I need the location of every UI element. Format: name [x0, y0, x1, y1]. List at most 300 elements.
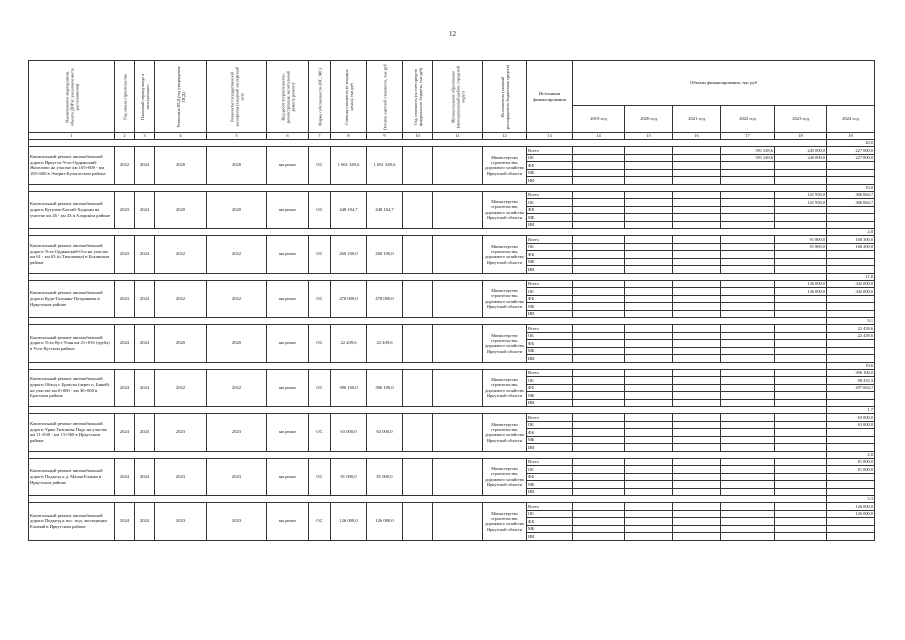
value-2024: [827, 392, 875, 400]
value-2021: [673, 258, 721, 266]
start-year: 2024: [115, 414, 135, 452]
source-label: МБ: [527, 214, 573, 222]
value-2021: [673, 221, 721, 229]
source-label: ОБ: [527, 510, 573, 518]
value-2021: [673, 147, 721, 155]
value-2023: [775, 177, 827, 185]
value-2022: [721, 303, 775, 311]
start-year: 2023: [115, 191, 135, 229]
value-2019: [573, 481, 625, 489]
source-label: ИИ: [527, 221, 573, 229]
value-2020: [625, 525, 673, 533]
expertise-year: 2020: [207, 325, 267, 363]
column-number: 17: [721, 133, 775, 140]
value-2023: 136 000,0: [775, 280, 827, 288]
column-number: 15: [625, 133, 673, 140]
value-2019: [573, 518, 625, 526]
psd-year: 2023: [155, 458, 207, 496]
value-2019: [573, 414, 625, 422]
value-2019: [573, 488, 625, 496]
municipal: [433, 503, 483, 541]
value-2024: [827, 169, 875, 177]
end-year: 2024: [135, 191, 155, 229]
executor: Министерство строительства, дорожного хозяйства Иркутской области: [483, 191, 527, 229]
value-2019: [573, 310, 625, 318]
value-2024: [827, 481, 875, 489]
value-2019: [573, 355, 625, 363]
municipal: [433, 369, 483, 407]
value-2024: 22 439,6: [827, 332, 875, 340]
executor: Министерство строительства, дорожного хозяйства Иркутской области: [483, 147, 527, 185]
value-2023: [775, 169, 827, 177]
column-number: 9: [367, 133, 403, 140]
value-2020: [625, 303, 673, 311]
start-year: 2024: [115, 458, 135, 496]
work-type: кап.ремонт: [267, 191, 309, 229]
value-2022: [721, 429, 775, 437]
value-2022: [721, 421, 775, 429]
value-2020: [625, 169, 673, 177]
value-2021: [673, 236, 721, 244]
value-2019: [573, 510, 625, 518]
value-2021: [673, 377, 721, 385]
value-2023: [775, 488, 827, 496]
column-number: 2: [115, 133, 135, 140]
value-2022: [721, 377, 775, 385]
source-label: МБ: [527, 525, 573, 533]
value-2019: [573, 384, 625, 392]
end-year: 2024: [135, 280, 155, 318]
value-2023: [775, 266, 827, 274]
remaining-cost: 396 100,0: [367, 369, 403, 407]
value-2023: [775, 503, 827, 511]
value-2023: [775, 340, 827, 348]
value-2022: [721, 444, 775, 452]
column-number: 8: [331, 133, 367, 140]
estimate-cost: 1 061 349,6: [331, 147, 367, 185]
psd-year: 2023: [155, 503, 207, 541]
value-2022: [721, 295, 775, 303]
value-2020: [625, 429, 673, 437]
value-2020: [625, 258, 673, 266]
value-2021: [673, 369, 721, 377]
spacer-cell: [29, 229, 827, 236]
value-2023: [775, 251, 827, 259]
value-2022: 591 349,6: [721, 154, 775, 162]
value-2024: [827, 206, 875, 214]
source-label: Всего: [527, 369, 573, 377]
value-2021: [673, 310, 721, 318]
source-label: ФБ: [527, 295, 573, 303]
value-2024: [827, 525, 875, 533]
value-2023: 245 000,0: [775, 147, 827, 155]
source-label: Всего: [527, 280, 573, 288]
value-2022: [721, 310, 775, 318]
value-2019: [573, 421, 625, 429]
value-2019: [573, 206, 625, 214]
object-name: Капитальный ремонт автомобильной дороги Усть-Ордынский-Оса на участке км 61 - км 65 (п.Тихоновка) в Боханском районе: [29, 236, 115, 274]
value-2023: [775, 458, 827, 466]
percent-cell: 1,7: [827, 407, 875, 414]
psd-year: 2020: [155, 325, 207, 363]
value-2020: [625, 251, 673, 259]
end-year: 2024: [135, 147, 155, 185]
object-name: Капитальный ремонт автомобильной дороги Усть-Кут-Уоян км 21+816 (труба) в Усть-Кутском районе: [29, 325, 115, 363]
value-2019: [573, 214, 625, 222]
value-2020: [625, 214, 673, 222]
value-2019: [573, 169, 625, 177]
value-2021: [673, 510, 721, 518]
value-2024: 168 300,0: [827, 236, 875, 244]
value-2019: [573, 177, 625, 185]
value-2021: [673, 266, 721, 274]
value-2020: [625, 221, 673, 229]
value-2020: [625, 533, 673, 541]
source-label: МБ: [527, 303, 573, 311]
value-2024: 306 064,7: [827, 199, 875, 207]
percent-cell: 19,0: [827, 184, 875, 191]
value-2019: [573, 303, 625, 311]
source-label: ФБ: [527, 251, 573, 259]
value-2022: [721, 399, 775, 407]
value-2024: 81 000,0: [827, 466, 875, 474]
value-2024: [827, 214, 875, 222]
value-2022: [721, 458, 775, 466]
value-2020: [625, 162, 673, 170]
object-name: Капитальный ремонт автомобильной дороги Обход г. Братска (через п. Бикей) на участке км 0+000 - км 30+000 в Братском районе: [29, 369, 115, 407]
value-2022: [721, 325, 775, 333]
value-2024: [827, 266, 875, 274]
value-2023: [775, 444, 827, 452]
value-2019: [573, 251, 625, 259]
percent-cell: 5,3: [827, 496, 875, 503]
source-label: ОБ: [527, 421, 573, 429]
value-2023: [775, 421, 827, 429]
value-2023: [775, 295, 827, 303]
column-number: 18: [775, 133, 827, 140]
value-2022: [721, 191, 775, 199]
municipal: [433, 458, 483, 496]
value-2022: [721, 488, 775, 496]
value-2023: [775, 347, 827, 355]
value-2019: [573, 236, 625, 244]
executor: Министерство строительства, дорожного хозяйства Иркутской области: [483, 236, 527, 274]
estimate-cost: 260 100,0: [331, 236, 367, 274]
value-2024: 227 000,0: [827, 154, 875, 162]
source-label: ФБ: [527, 340, 573, 348]
column-number: 4: [155, 133, 207, 140]
value-2024: [827, 473, 875, 481]
source-label: ФБ: [527, 384, 573, 392]
value-2019: [573, 258, 625, 266]
value-2021: [673, 414, 721, 422]
value-2019: [573, 458, 625, 466]
value-2020: [625, 473, 673, 481]
value-2020: [625, 199, 673, 207]
spacer-cell: [29, 496, 827, 503]
work-type: кап.ремонт: [267, 369, 309, 407]
header-remaining: Остаток сметной стоимости, тыс руб: [367, 61, 403, 133]
value-2023: [775, 355, 827, 363]
value-2021: [673, 488, 721, 496]
value-2023: [775, 399, 827, 407]
value-2022: [721, 169, 775, 177]
column-number: 10: [403, 133, 433, 140]
table-row-percent: [29, 362, 875, 369]
source-label: ИИ: [527, 355, 573, 363]
value-2023: 240 000,0: [775, 154, 827, 162]
percent-cell: 2,0: [827, 229, 875, 236]
value-2022: 591 349,6: [721, 147, 775, 155]
value-2023: [775, 466, 827, 474]
column-number: 12: [483, 133, 527, 140]
end-year: 2024: [135, 236, 155, 274]
executor: Министерство строительства, дорожного хозяйства Иркутской области: [483, 458, 527, 496]
value-2024: 227 000,0: [827, 147, 875, 155]
page-number: 12: [449, 30, 456, 38]
value-2024: 63 000,0: [827, 421, 875, 429]
value-2022: [721, 347, 775, 355]
table-row: [29, 280, 875, 288]
source-label: МБ: [527, 169, 573, 177]
value-2023: [775, 325, 827, 333]
executor: Министерство строительства, дорожного хозяйства Иркутской области: [483, 325, 527, 363]
table-row-percent: [29, 229, 875, 236]
value-2022: [721, 214, 775, 222]
value-2019: [573, 295, 625, 303]
value-2021: [673, 518, 721, 526]
header-end-year: Плановый период ввода в эксплуатацию: [135, 61, 155, 133]
value-2022: [721, 481, 775, 489]
source-label: ОБ: [527, 332, 573, 340]
value-2019: [573, 147, 625, 155]
work-type: кап.ремонт: [267, 236, 309, 274]
source-label: ФБ: [527, 473, 573, 481]
source-label: МБ: [527, 436, 573, 444]
psd-year: 2020: [155, 147, 207, 185]
header-year-2021: 2021 год: [673, 106, 721, 133]
value-2021: [673, 503, 721, 511]
header-sources: Источники финансирования: [527, 61, 573, 133]
value-2019: [573, 243, 625, 251]
table-row-percent: [29, 184, 875, 191]
value-2024: [827, 518, 875, 526]
value-2020: [625, 481, 673, 489]
source-label: ИИ: [527, 488, 573, 496]
value-2020: [625, 421, 673, 429]
source-label: Всего: [527, 414, 573, 422]
expertise-year: 2022: [207, 236, 267, 274]
value-2019: [573, 429, 625, 437]
municipal: [433, 147, 483, 185]
value-2024: 168 300,0: [827, 243, 875, 251]
value-2019: [573, 444, 625, 452]
value-2020: [625, 288, 673, 296]
end-year: 2024: [135, 369, 155, 407]
value-2019: [573, 288, 625, 296]
value-2021: [673, 399, 721, 407]
value-2021: [673, 214, 721, 222]
column-number: 14: [573, 133, 625, 140]
value-2021: [673, 473, 721, 481]
value-2019: [573, 199, 625, 207]
column-number: 3: [135, 133, 155, 140]
value-2023: [775, 258, 827, 266]
object-name: Капитальный ремонт автомобильной дороги Урик-Тихонова Падь на участке км 11+830 - км 13+560 в Иркутском районе: [29, 414, 115, 452]
value-2024: [827, 429, 875, 437]
end-year: 2024: [135, 503, 155, 541]
expertise-year: 2023: [207, 458, 267, 496]
value-2022: [721, 221, 775, 229]
remaining-cost: 260 100,0: [367, 236, 403, 274]
value-2020: [625, 325, 673, 333]
value-2022: [721, 332, 775, 340]
value-2021: [673, 347, 721, 355]
value-2019: [573, 280, 625, 288]
value-2024: [827, 303, 875, 311]
value-2022: [721, 258, 775, 266]
header-executor: Исполнитель (главный распорядитель бюджетных средств): [483, 61, 527, 133]
municipal: [433, 280, 483, 318]
value-2022: [721, 414, 775, 422]
value-2022: [721, 525, 775, 533]
source-label: ФБ: [527, 162, 573, 170]
remaining-cost: 478 000,0: [367, 280, 403, 318]
table-body: [29, 140, 875, 541]
value-2024: [827, 347, 875, 355]
remaining-cost: 22 439,6: [367, 325, 403, 363]
table-row: [29, 191, 875, 199]
value-2023: [775, 303, 827, 311]
source-label: МБ: [527, 347, 573, 355]
object-name: Капитальный ремонт автомобильной дороги Подъезд к д. Малая Еланка в Иркутском районе: [29, 458, 115, 496]
value-2024: [827, 488, 875, 496]
header-year-2020: 2020 год: [625, 106, 673, 133]
column-number: 13: [527, 133, 573, 140]
value-2023: [775, 481, 827, 489]
fed-share: [403, 147, 433, 185]
header-volumes: Объемы финансирования, тыс руб: [573, 61, 875, 106]
fed-share: [403, 503, 433, 541]
table-row: [29, 503, 875, 511]
value-2024: 22 439,6: [827, 325, 875, 333]
column-number: 7: [309, 133, 331, 140]
value-2024: 63 000,0: [827, 414, 875, 422]
column-number: 11: [433, 133, 483, 140]
value-2021: [673, 384, 721, 392]
table-row-percent: [29, 273, 875, 280]
value-2020: [625, 377, 673, 385]
source-label: ИИ: [527, 177, 573, 185]
header-estimate: Сметная стоимость (в текущих ценах), тыс руб: [331, 61, 367, 133]
value-2024: 297 664,7: [827, 384, 875, 392]
table-row: [29, 236, 875, 244]
executor: Министерство строительства, дорожного хозяйства Иркутской области: [483, 369, 527, 407]
value-2023: 91 800,0: [775, 236, 827, 244]
value-2020: [625, 444, 673, 452]
value-2019: [573, 191, 625, 199]
value-2019: [573, 332, 625, 340]
value-2019: [573, 266, 625, 274]
value-2019: [573, 399, 625, 407]
source-label: МБ: [527, 392, 573, 400]
source-label: ИИ: [527, 399, 573, 407]
source-label: ОБ: [527, 154, 573, 162]
value-2024: [827, 340, 875, 348]
value-2023: [775, 533, 827, 541]
table-row-percent: [29, 140, 875, 147]
value-2024: 342 000,0: [827, 288, 875, 296]
value-2020: [625, 384, 673, 392]
ownership: ОС: [309, 236, 331, 274]
value-2019: [573, 369, 625, 377]
header-year-2023: 2023 год: [775, 106, 827, 133]
psd-year: 2022: [155, 280, 207, 318]
value-2023: 91 800,0: [775, 243, 827, 251]
value-2023: [775, 414, 827, 422]
ownership: ОС: [309, 458, 331, 496]
header-expertise: Реквизиты государственной экспертизы (сводный экспертный акт): [207, 61, 267, 133]
table-row: [29, 414, 875, 422]
psd-year: 2020: [155, 191, 207, 229]
fed-share: [403, 191, 433, 229]
value-2021: [673, 295, 721, 303]
value-2020: [625, 206, 673, 214]
start-year: 2022: [115, 147, 135, 185]
executor: Министерство строительства, дорожного хозяйства Иркутской области: [483, 414, 527, 452]
value-2023: [775, 332, 827, 340]
value-2022: [721, 251, 775, 259]
value-2020: [625, 147, 673, 155]
municipal: [433, 236, 483, 274]
remaining-cost: 1 061 349,6: [367, 147, 403, 185]
estimate-cost: 448 104,7: [331, 191, 367, 229]
value-2023: [775, 392, 827, 400]
fed-share: [403, 325, 433, 363]
percent-cell: 20,0: [827, 140, 875, 147]
value-2020: [625, 154, 673, 162]
value-2020: [625, 340, 673, 348]
work-type: кап.ремонт: [267, 414, 309, 452]
estimate-cost: 22 439,6: [331, 325, 367, 363]
value-2023: [775, 436, 827, 444]
value-2020: [625, 436, 673, 444]
value-2019: [573, 340, 625, 348]
value-2021: [673, 458, 721, 466]
value-2023: [775, 369, 827, 377]
value-2024: [827, 258, 875, 266]
municipal: [433, 414, 483, 452]
value-2022: [721, 518, 775, 526]
table-row: [29, 325, 875, 333]
header-fed-share: Год, стоимость (за счет средств федерального бюджета, тыс руб): [403, 61, 433, 133]
value-2022: [721, 199, 775, 207]
value-2024: 126 000,0: [827, 510, 875, 518]
value-2019: [573, 525, 625, 533]
source-label: ОБ: [527, 243, 573, 251]
value-2021: [673, 436, 721, 444]
psd-year: 2022: [155, 369, 207, 407]
value-2020: [625, 399, 673, 407]
source-label: ИИ: [527, 310, 573, 318]
value-2023: [775, 377, 827, 385]
header-year-2024: 2024 год: [827, 106, 875, 133]
value-2021: [673, 481, 721, 489]
end-year: 2024: [135, 414, 155, 452]
value-2023: [775, 310, 827, 318]
start-year: 2024: [115, 503, 135, 541]
estimate-cost: 81 000,0: [331, 458, 367, 496]
